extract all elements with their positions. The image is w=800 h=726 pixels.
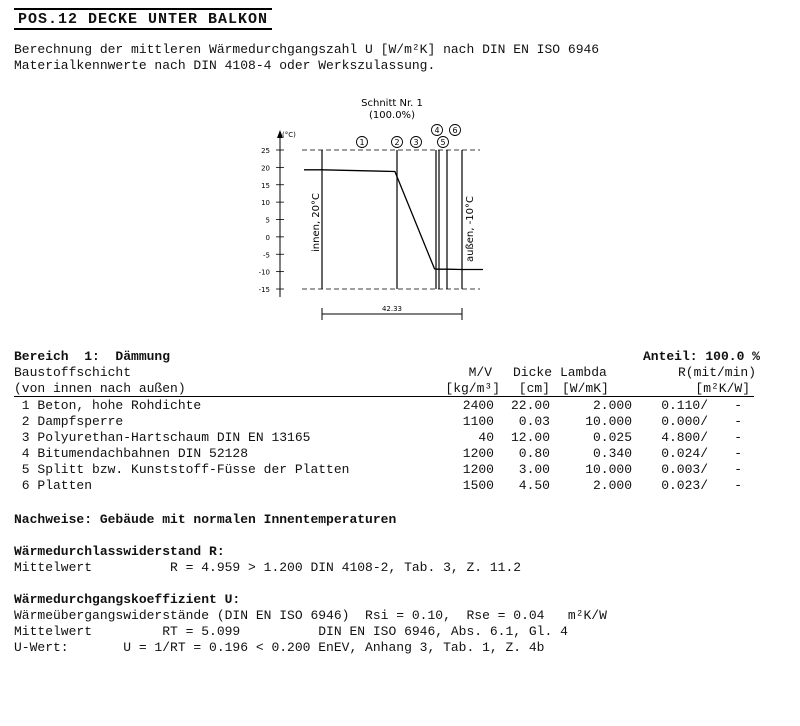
col-subheader-material: (von innen nach außen) <box>14 381 186 396</box>
u-resistance-line: Wärmeübergangswiderstände (DIN EN ISO 6946) Rsi = 0.10, Rse = 0.04 m²K/W <box>14 608 607 623</box>
cell-rmin: - <box>734 478 742 493</box>
r-value-line: Mittelwert R = 4.959 > 1.200 DIN 4108-2, Tab. 3, Z. 11.2 <box>14 560 522 575</box>
cell-mv: 1200 <box>462 462 494 477</box>
cell-r: 0.023/ <box>661 478 708 493</box>
y-tick-label: -15 <box>258 286 270 294</box>
svg-text:4: 4 <box>434 126 440 135</box>
cell-material: 6 Platten <box>14 478 93 493</box>
col-header-lambda: Lambda <box>560 365 607 380</box>
col-header-mv: M/V <box>468 365 492 380</box>
cell-r: 0.024/ <box>661 446 708 461</box>
col-unit-lambda: [W/mK] <box>562 381 609 396</box>
table-header-divider <box>14 396 754 397</box>
cell-rmin: - <box>734 414 742 429</box>
cell-dicke: 22.00 <box>510 398 550 413</box>
col-unit-dicke: [cm] <box>518 381 550 396</box>
cell-mv: 1100 <box>462 414 494 429</box>
cell-material: 3 Polyurethan-Hartschaum DIN EN 13165 <box>14 430 311 445</box>
cell-r: 0.000/ <box>661 414 708 429</box>
axis-unit-label: (°C) <box>282 131 296 139</box>
cell-dicke: 0.80 <box>518 446 550 461</box>
cell-r: 4.800/ <box>661 430 708 445</box>
cell-material: 4 Bitumendachbahnen DIN 52128 <box>14 446 249 461</box>
diagram-title: Schnitt Nr. 1 <box>361 98 423 109</box>
diagram-subtitle: (100.0%) <box>369 110 415 121</box>
cell-material: 5 Splitt bzw. Kunststoff-Füsse der Platten <box>14 462 350 477</box>
cell-rmin: - <box>734 446 742 461</box>
outside-label: außen, -10°C <box>465 196 476 262</box>
cell-material: 2 Dampfsperre <box>14 414 124 429</box>
cell-mv: 40 <box>478 430 494 445</box>
y-tick-label: 5 <box>265 216 270 225</box>
col-unit-mv: [kg/m³] <box>445 381 500 396</box>
cell-mv: 2400 <box>462 398 494 413</box>
y-tick-label: 0 <box>265 233 270 242</box>
intro-line-2: Materialkennwerte nach DIN 4108-4 oder Werkszulassung. <box>14 58 436 73</box>
svg-text:5: 5 <box>440 138 446 147</box>
cell-lambda: 0.025 <box>592 430 632 445</box>
u-heading: Wärmedurchgangskoeffizient U: <box>14 592 241 607</box>
r-heading: Wärmedurchlasswiderstand R: <box>14 544 225 559</box>
cell-lambda: 10.000 <box>585 462 632 477</box>
section-heading: Bereich 1: Dämmung <box>14 349 171 364</box>
y-tick-label: -10 <box>258 268 270 277</box>
col-unit-r: [m²K/W] <box>695 381 750 396</box>
intro-line-1: Berechnung der mittleren Wärmedurchgangszahl U [W/m²K] nach DIN EN ISO 6946 <box>14 42 600 57</box>
y-tick-label: -5 <box>263 251 270 260</box>
col-header-r: R(mit/min) <box>677 365 756 380</box>
anteil-label: Anteil: 100.0 % <box>642 349 760 364</box>
col-header-material: Baustoffschicht <box>14 365 132 380</box>
svg-text:1: 1 <box>359 138 365 147</box>
svg-text:3: 3 <box>413 138 419 147</box>
inside-label: innen, 20°C <box>311 192 322 252</box>
layer-number-6 <box>450 125 461 136</box>
cell-rmin: - <box>734 430 742 445</box>
cell-lambda: 10.000 <box>585 414 632 429</box>
cell-r: 0.003/ <box>661 462 708 477</box>
nachweise-heading: Nachweise: Gebäude mit normalen Innentemperaturen <box>14 512 397 527</box>
cell-dicke: 0.03 <box>518 414 550 429</box>
layer-number-3 <box>411 137 422 148</box>
cell-lambda: 2.000 <box>592 398 632 413</box>
layer-number-1 <box>357 137 368 148</box>
cell-rmin: - <box>734 462 742 477</box>
y-tick-label: 10 <box>261 199 270 208</box>
cell-lambda: 2.000 <box>592 478 632 493</box>
layer-number-5 <box>438 137 449 148</box>
temperature-profile-diagram <box>240 92 540 332</box>
dimension-label: 42.33 <box>381 305 403 313</box>
y-tick-label: 15 <box>261 181 270 190</box>
layer-number-4 <box>432 125 443 136</box>
cell-mv: 1200 <box>462 446 494 461</box>
u-rt-line: Mittelwert RT = 5.099 DIN EN ISO 6946, Abs. 6.1, Gl. 4 <box>14 624 568 639</box>
y-tick-label: 25 <box>261 147 270 155</box>
cell-dicke: 12.00 <box>510 430 550 445</box>
cell-dicke: 3.00 <box>518 462 550 477</box>
temperature-line <box>304 170 483 270</box>
cell-r: 0.110/ <box>661 398 708 413</box>
u-value-line: U-Wert: U = 1/RT = 0.196 < 0.200 EnEV, Anhang 3, Tab. 1, Z. 4b <box>14 640 545 655</box>
layer-number-2 <box>392 137 403 148</box>
svg-text:2: 2 <box>394 138 400 147</box>
col-header-dicke: Dicke <box>512 365 552 380</box>
y-tick-label: 20 <box>261 164 270 173</box>
cell-material: 1 Beton, hohe Rohdichte <box>14 398 202 413</box>
cell-mv: 1500 <box>462 478 494 493</box>
svg-text:6: 6 <box>452 126 458 135</box>
cell-dicke: 4.50 <box>518 478 550 493</box>
page-title: POS.12 DECKE UNTER BALKON <box>14 8 272 30</box>
cell-lambda: 0.340 <box>592 446 632 461</box>
cell-rmin: - <box>734 398 742 413</box>
